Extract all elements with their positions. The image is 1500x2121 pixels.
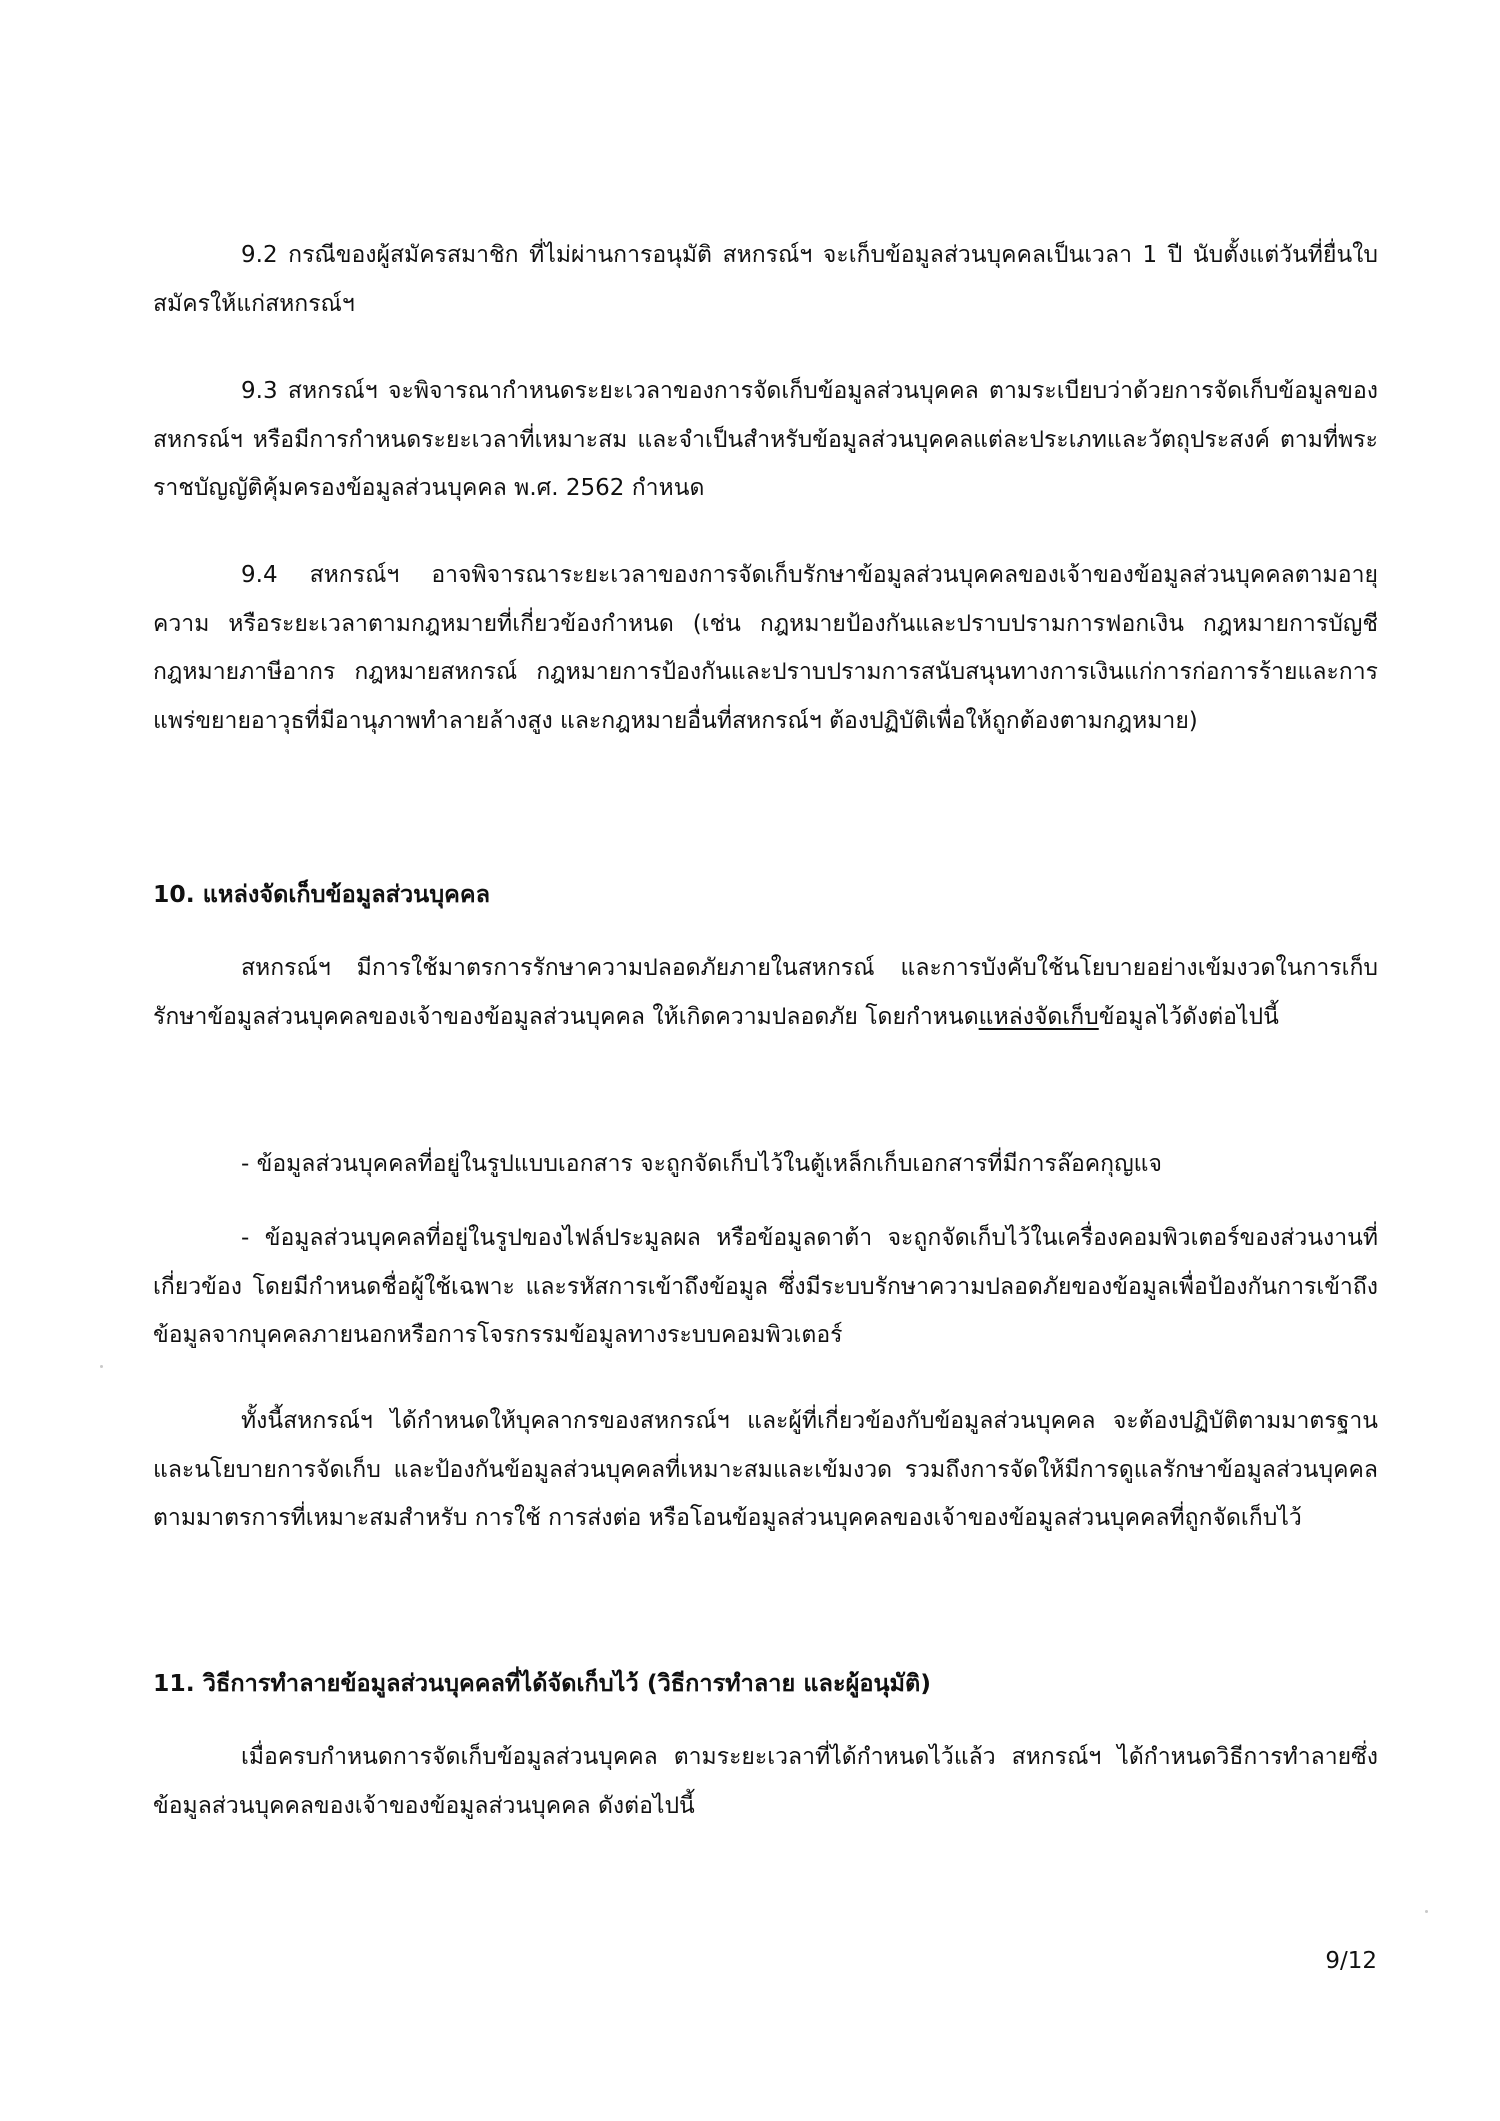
section-11-heading: 11. วิธีการทำลายข้อมูลส่วนบุคคลที่ได้จัดเก็บไว้ (วิธีการทำลาย และผู้อนุมัติ) <box>153 1669 932 1697</box>
paragraph-9-2: 9.2 กรณีของผู้สมัครสมาชิก ที่ไม่ผ่านการอนุมัติ สหกรณ์ฯ จะเก็บข้อมูลส่วนบุคคลเป็นเวลา 1 ปี นับตั้งแต่วันที่ยื่นใบสมัครให้แก่สหกรณ์ฯ <box>153 242 1378 317</box>
paragraph-10-intro-tail: ข้อมูลไว้ดังต่อไปนี้ <box>1098 1003 1279 1030</box>
section-10-heading: 10. แหล่งจัดเก็บข้อมูลส่วนบุคคล <box>153 880 490 908</box>
paragraph-10-closing: ทั้งนี้สหกรณ์ฯ ได้กำหนดให้บุคลากรของสหกรณ์ฯ และผู้ที่เกี่ยวข้องกับข้อมูลส่วนบุคคล จะต้องปฏิบัติตามมาตรฐานและนโยบายการจัดเก็บ และป้องกันข้อมูลส่วนบุคคลที่เหมาะสมและเข้มงวด รวมถึงการจัดให้มีการดูแลรักษาข้อมูลส่วนบุคคลตามมาตรการที่เหมาะสมสำหรับ การใช้ การส่งต่อ หรือโอนข้อมูลส่วนบุคคลของเจ้าของข้อมูลส่วนบุคคลที่ถูกจัดเก็บไว้ <box>153 1408 1378 1531</box>
bullet-document-storage: - ข้อมูลส่วนบุคคลที่อยู่ในรูปแบบเอกสาร จะถูกจัดเก็บไว้ในตู้เหล็กเก็บเอกสารที่มีการล๊อคกุญแจ <box>241 1151 1162 1177</box>
storage-location-underlined: แหล่งจัดเก็บ <box>978 1003 1099 1030</box>
page-number: 9/12 <box>1325 1948 1377 1974</box>
paragraph-10-intro-text: สหกรณ์ฯ มีการใช้มาตรการรักษาความปลอดภัยภายในสหกรณ์ และการบังคับใช้นโยบายอย่างเข้มงวดในการเก็บรักษาข้อมูลส่วนบุคคลของเจ้าของข้อมูลส่วนบุคคล ให้เกิดความปลอดภัย โดยกำหนด <box>153 955 1378 1030</box>
paragraph-9-4: 9.4 สหกรณ์ฯ อาจพิจารณาระยะเวลาของการจัดเก็บรักษาข้อมูลส่วนบุคคลของเจ้าของข้อมูลส่วนบุคคลตามอายุความ หรือระยะเวลาตามกฎหมายที่เกี่ยวข้องกำหนด (เช่น กฎหมายป้องกันและปราบปรามการฟอกเงิน กฎหมายการบัญชี กฎหมายภาษีอากร กฎหมายสหกรณ์ กฎหมายการป้องกันและปราบปรามการสนับสนุนทางการเงินแก่การก่อการร้ายและการแพร่ขยายอาวุธที่มีอานุภาพทำลายล้างสูง และกฎหมายอื่นที่สหกรณ์ฯ ต้องปฏิบัติเพื่อให้ถูกต้องตามกฎหมาย) <box>153 562 1378 734</box>
scan-speck <box>1425 1910 1428 1913</box>
paragraph-10-intro <box>153 944 1378 1041</box>
bullet-digital-storage: - ข้อมูลส่วนบุคคลที่อยู่ในรูปของไฟล์ประมูลผล หรือข้อมูลดาต้า จะถูกจัดเก็บไว้ในเครื่องคอมพิวเตอร์ของส่วนงานที่เกี่ยวข้อง โดยมีกำหนดชื่อผู้ใช้เฉพาะ และรหัสการเข้าถึงข้อมูล ซึ่งมีระบบรักษาความปลอดภัยของข้อมูลเพื่อป้องกันการเข้าถึงข้อมูลจากบุคคลภายนอกหรือการโจรกรรมข้อมูลทางระบบคอมพิวเตอร์ <box>153 1225 1378 1348</box>
scan-speck <box>100 1365 103 1368</box>
paragraph-9-3: 9.3 สหกรณ์ฯ จะพิจารณากำหนดระยะเวลาของการจัดเก็บข้อมูลส่วนบุคคล ตามระเบียบว่าด้วยการจัดเก็บข้อมูลของสหกรณ์ฯ หรือมีการกำหนดระยะเวลาที่เหมาะสม และจำเป็นสำหรับข้อมูลส่วนบุคคลแต่ละประเภทและวัตถุประสงค์ ตามที่พระราชบัญญัติคุ้มครองข้อมูลส่วนบุคคล พ.ศ. 2562 กำหนด <box>153 378 1378 501</box>
paragraph-11: เมื่อครบกำหนดการจัดเก็บข้อมูลส่วนบุคคล ตามระยะเวลาที่ได้กำหนดไว้แล้ว สหกรณ์ฯ ได้กำหนดวิธีการทำลายซึ่งข้อมูลส่วนบุคคลของเจ้าของข้อมูลส่วนบุคคล ดังต่อไปนี้ <box>153 1744 1378 1819</box>
